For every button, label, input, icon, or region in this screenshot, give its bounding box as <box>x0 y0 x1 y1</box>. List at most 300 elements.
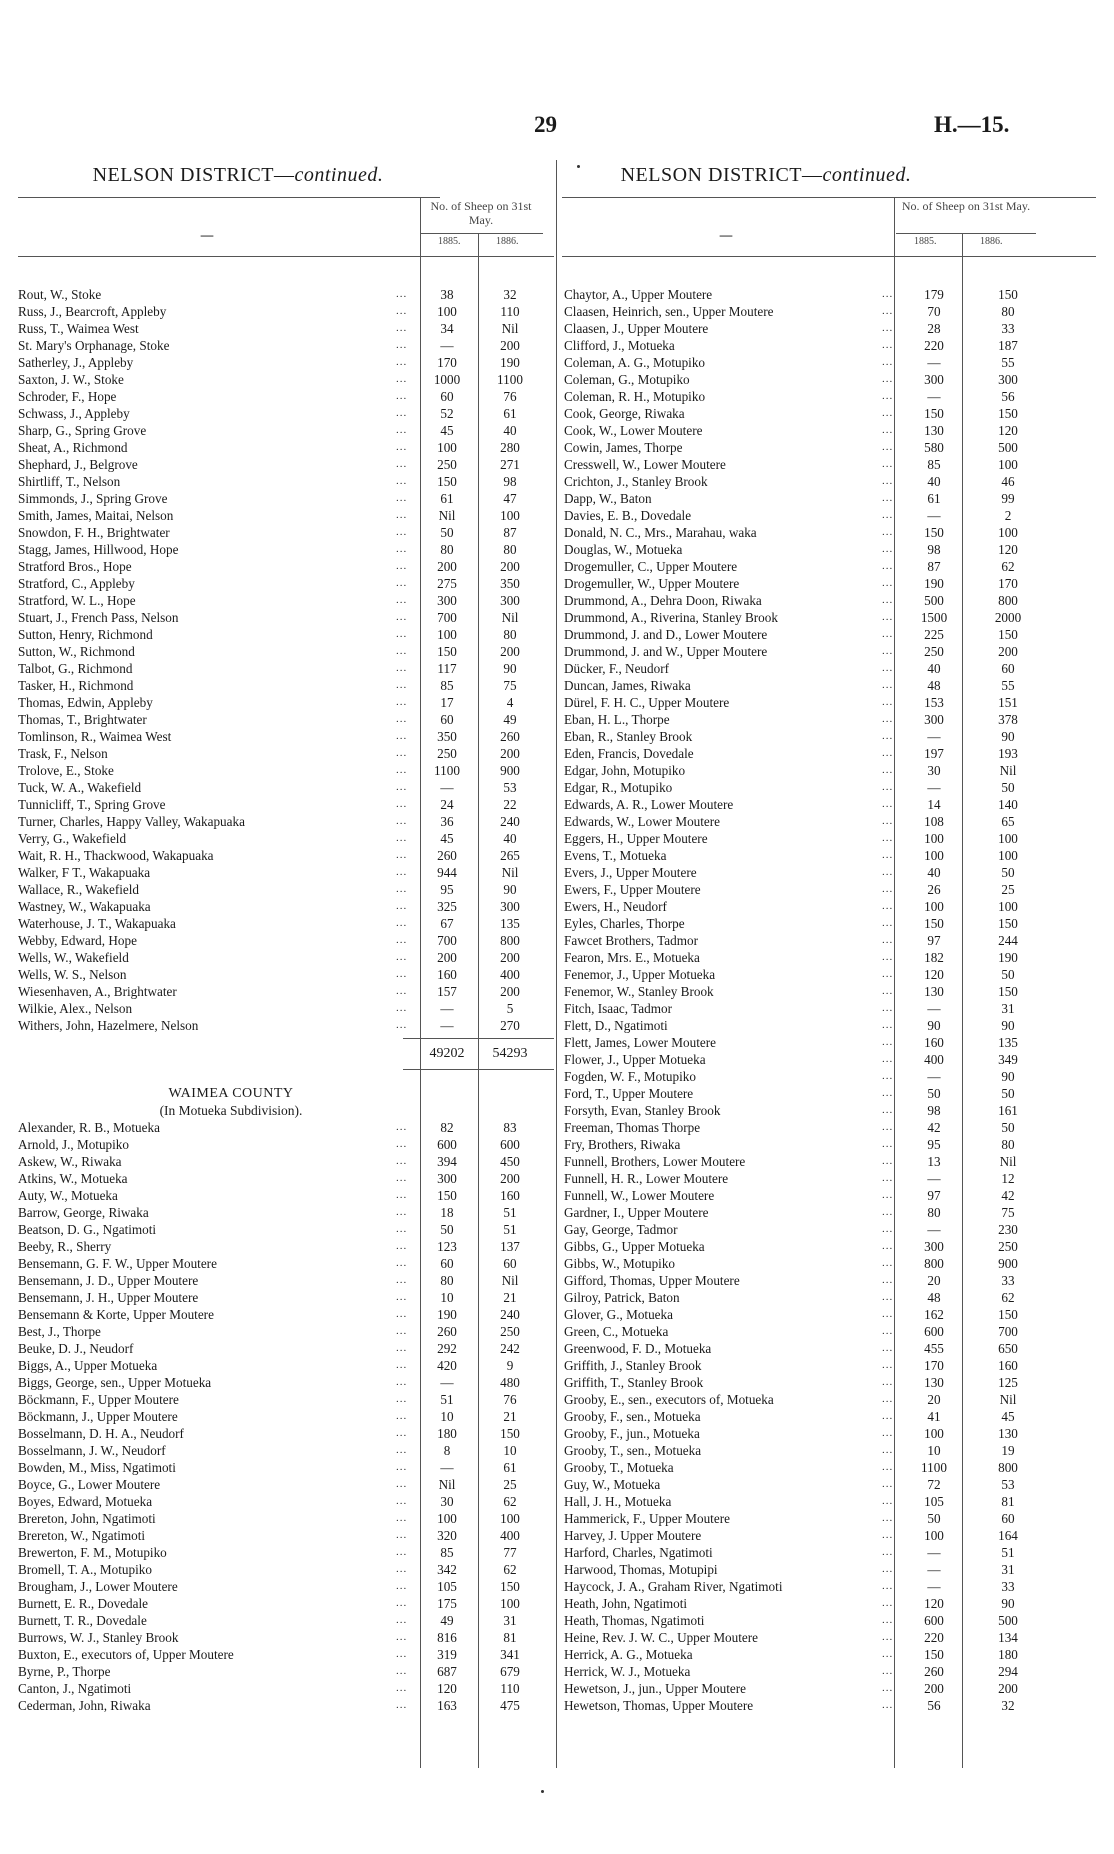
leader-dots: ... <box>882 1376 894 1388</box>
table-row <box>18 1697 554 1714</box>
leader-dots: ... <box>396 1359 408 1371</box>
sheep-count-1885: 300 <box>924 1239 944 1254</box>
sheep-count-1885: 100 <box>924 848 944 863</box>
leader-dots: ... <box>396 1172 408 1184</box>
right-title-continued: continued. <box>822 164 912 186</box>
table-row <box>564 1442 1096 1459</box>
owner-name: Harford, Charles, Ngatimoti <box>564 1545 713 1560</box>
sheep-count-1885: 292 <box>437 1341 457 1356</box>
sheep-count-1885: 67 <box>440 916 454 931</box>
leader-dots: ... <box>882 730 894 742</box>
sheep-count-1886: Nil <box>501 321 519 336</box>
owner-name: Alexander, R. B., Motueka <box>18 1120 160 1135</box>
sheep-count-1885: 60 <box>440 1256 454 1271</box>
leader-dots: ... <box>882 1019 894 1031</box>
right-table-body <box>564 286 1096 1714</box>
sheep-count-1886: 87 <box>503 525 517 540</box>
owner-name: Canton, J., Ngatimoti <box>18 1681 132 1696</box>
leader-dots: ... <box>882 441 894 453</box>
sheep-count-1886: 137 <box>500 1239 520 1254</box>
sheep-count-1885: Nil <box>438 1477 456 1492</box>
sheep-count-1886: 450 <box>500 1154 520 1169</box>
table-row <box>18 388 554 405</box>
sheep-count-1885: 56 <box>927 1698 941 1713</box>
sheep-count-1885: 1500 <box>920 610 948 625</box>
sheep-count-1885: 150 <box>924 916 944 931</box>
sheep-count-1885: 150 <box>437 644 457 659</box>
owner-name: Gifford, Thomas, Upper Moutere <box>564 1273 740 1288</box>
sheep-count-1886: 51 <box>1001 1545 1015 1560</box>
owner-name: Tomlinson, R., Waimea West <box>18 729 172 744</box>
sheep-count-1885: 108 <box>924 814 944 829</box>
sheep-count-1886: 240 <box>500 814 520 829</box>
sheep-count-1885: 61 <box>440 491 454 506</box>
leader-dots: ... <box>882 747 894 759</box>
sheep-count-1885: 100 <box>437 627 457 642</box>
owner-name: Russ, T., Waimea West <box>18 321 139 336</box>
table-row <box>564 1561 1096 1578</box>
leader-dots: ... <box>396 713 408 725</box>
sheep-count-1886: 76 <box>503 1392 517 1407</box>
sheep-count-1885: 170 <box>924 1358 944 1373</box>
table-row <box>564 762 1096 779</box>
sheep-count-1886: 80 <box>503 542 517 557</box>
owner-name: Greenwood, F. D., Motueka <box>564 1341 712 1356</box>
sheep-count-1885: — <box>927 508 941 523</box>
sheep-count-1886: 180 <box>998 1647 1018 1662</box>
sheep-count-1886: 150 <box>998 287 1018 302</box>
leader-dots: ... <box>882 1614 894 1626</box>
table-row <box>564 1017 1096 1034</box>
sheep-count-1885: 28 <box>927 321 941 336</box>
owner-name: Drummond, J. and W., Upper Moutere <box>564 644 768 659</box>
table-row <box>564 898 1096 915</box>
owner-name: Shephard, J., Belgrove <box>18 457 138 472</box>
table-row <box>564 1493 1096 1510</box>
sheep-count-1885: 600 <box>924 1613 944 1628</box>
sheep-count-1886: 378 <box>998 712 1018 727</box>
leader-dots: ... <box>396 645 408 657</box>
table-row <box>564 1629 1096 1646</box>
owner-name: Evens, T., Motueka <box>564 848 667 863</box>
sheep-count-1886: 81 <box>1001 1494 1015 1509</box>
leader-dots: ... <box>396 1682 408 1694</box>
owner-name: Herrick, W. J., Motueka <box>564 1664 691 1679</box>
leader-dots: ... <box>882 1121 894 1133</box>
leader-dots: ... <box>882 288 894 300</box>
sheep-count-1886: Nil <box>999 763 1017 778</box>
owner-name: Gibbs, W., Motupiko <box>564 1256 676 1271</box>
table-row <box>564 745 1096 762</box>
table-row <box>18 1238 554 1255</box>
owner-name: Atkins, W., Motueka <box>18 1171 128 1186</box>
owner-name: Best, J., Thorpe <box>18 1324 101 1339</box>
leader-dots: ... <box>396 1699 408 1711</box>
owner-name: Heath, Thomas, Ngatimoti <box>564 1613 705 1628</box>
owner-name: Stuart, J., French Pass, Nelson <box>18 610 179 625</box>
sheep-count-1885: 40 <box>927 865 941 880</box>
leader-dots: ... <box>882 849 894 861</box>
table-row <box>18 881 554 898</box>
section-spacer <box>18 1070 554 1085</box>
sheep-count-1886: 100 <box>500 508 520 523</box>
owner-name: Tunnicliff, T., Spring Grove <box>18 797 166 812</box>
leader-dots: ... <box>882 1291 894 1303</box>
right-year-1886: 1886. <box>980 236 1003 247</box>
owner-name: Trolove, E., Stoke <box>18 763 114 778</box>
leader-dots: ... <box>396 390 408 402</box>
left-header-rule-mid <box>421 233 543 234</box>
table-row <box>18 1017 554 1034</box>
leader-dots: ... <box>882 1495 894 1507</box>
leader-dots: ... <box>882 1359 894 1371</box>
owner-name: Turner, Charles, Happy Valley, Wakapuaka <box>18 814 245 829</box>
leader-dots: ... <box>396 611 408 623</box>
sheep-count-1886: 200 <box>500 338 520 353</box>
owner-name: Brougham, J., Lower Moutere <box>18 1579 178 1594</box>
owner-name: Böckmann, F., Upper Moutere <box>18 1392 179 1407</box>
leader-dots: ... <box>396 1002 408 1014</box>
owner-name: Rout, W., Stoke <box>18 287 102 302</box>
left-table-body <box>18 286 554 1714</box>
sheep-count-1886: 50 <box>1001 1086 1015 1101</box>
table-row <box>564 847 1096 864</box>
table-row <box>564 1510 1096 1527</box>
sheep-count-1885: 580 <box>924 440 944 455</box>
sheep-count-1885: Nil <box>438 508 456 523</box>
sheep-count-1885: 150 <box>924 525 944 540</box>
leader-dots: ... <box>882 1138 894 1150</box>
leader-dots: ... <box>882 322 894 334</box>
table-row <box>18 915 554 932</box>
leader-dots: ... <box>396 1529 408 1541</box>
sheep-count-1885: 50 <box>927 1086 941 1101</box>
sheep-count-1886: 135 <box>998 1035 1018 1050</box>
owner-name: Saxton, J. W., Stoke <box>18 372 124 387</box>
sheep-count-1886: 5 <box>506 1001 514 1016</box>
sheep-count-1886: 53 <box>1001 1477 1015 1492</box>
sheep-count-1886: 62 <box>1001 559 1015 574</box>
owner-name: Grooby, F., jun., Motueka <box>564 1426 700 1441</box>
leader-dots: ... <box>396 1308 408 1320</box>
leader-dots: ... <box>396 1240 408 1252</box>
owner-name: Smith, James, Maitai, Nelson <box>18 508 174 523</box>
table-row <box>18 507 554 524</box>
leader-dots: ... <box>882 696 894 708</box>
owner-name: Bensemann, J. H., Upper Moutere <box>18 1290 199 1305</box>
sheep-count-1885: 100 <box>924 899 944 914</box>
table-row <box>564 337 1096 354</box>
table-row <box>564 1289 1096 1306</box>
sheep-count-1885: 97 <box>927 1188 941 1203</box>
sheep-count-1885: 150 <box>924 406 944 421</box>
table-row <box>18 626 554 643</box>
table-row <box>564 371 1096 388</box>
table-row <box>564 1085 1096 1102</box>
sheep-count-1886: 25 <box>503 1477 517 1492</box>
owner-name: Claasen, Heinrich, sen., Upper Moutere <box>564 304 774 319</box>
sheep-count-1886: 31 <box>503 1613 517 1628</box>
leader-dots: ... <box>396 356 408 368</box>
table-row <box>18 337 554 354</box>
sheep-count-1886: 200 <box>998 1681 1018 1696</box>
leader-dots: ... <box>396 1206 408 1218</box>
owner-name: Hewetson, Thomas, Upper Moutere <box>564 1698 754 1713</box>
owner-name: Wiesenhaven, A., Brightwater <box>18 984 177 999</box>
sheep-count-1885: 800 <box>924 1256 944 1271</box>
sheep-count-1886: 53 <box>503 780 517 795</box>
owner-name: Snowdon, F. H., Brightwater <box>18 525 170 540</box>
leader-dots: ... <box>882 1087 894 1099</box>
sheep-count-1885: — <box>440 1001 454 1016</box>
table-row <box>18 932 554 949</box>
owner-name: Dücker, F., Neudorf <box>564 661 669 676</box>
sheep-count-1885: 350 <box>437 729 457 744</box>
sheep-count-1886: 150 <box>500 1579 520 1594</box>
table-row <box>564 1204 1096 1221</box>
table-row <box>564 626 1096 643</box>
owner-name: Beuke, D. J., Neudorf <box>18 1341 134 1356</box>
table-row <box>18 1323 554 1340</box>
owner-name: Freeman, Thomas Thorpe <box>564 1120 701 1135</box>
sheep-count-1886: 60 <box>1001 1511 1015 1526</box>
owner-name: Wait, R. H., Thackwood, Wakapuaka <box>18 848 214 863</box>
sheep-count-1886: 270 <box>500 1018 520 1033</box>
sheep-count-1886: 679 <box>500 1664 520 1679</box>
owner-name: Harwood, Thomas, Motupipi <box>564 1562 718 1577</box>
table-row <box>564 728 1096 745</box>
owner-name: Waterhouse, J. T., Wakapuaka <box>18 916 176 931</box>
table-row <box>564 1340 1096 1357</box>
sheep-count-1885: 41 <box>927 1409 941 1424</box>
table-row <box>18 609 554 626</box>
table-row <box>564 507 1096 524</box>
owner-name: Beatson, D. G., Ngatimoti <box>18 1222 157 1237</box>
leader-dots: ... <box>396 492 408 504</box>
table-row <box>18 1187 554 1204</box>
owner-name: Drummond, A., Dehra Doon, Riwaka <box>564 593 762 608</box>
owner-name: Sutton, Henry, Richmond <box>18 627 153 642</box>
table-row <box>18 1340 554 1357</box>
sheep-count-1885: 220 <box>924 1630 944 1645</box>
table-row <box>18 1680 554 1697</box>
table-row <box>18 473 554 490</box>
sheep-count-1885: 30 <box>440 1494 454 1509</box>
owner-name: Verry, G., Wakefield <box>18 831 127 846</box>
owner-name: Fenemor, J., Upper Motueka <box>564 967 716 982</box>
sheep-count-1885: 180 <box>437 1426 457 1441</box>
sheep-count-1886: 125 <box>998 1375 1018 1390</box>
leader-dots: ... <box>396 730 408 742</box>
sheep-count-1886: 110 <box>500 304 520 319</box>
sheep-count-1885: 80 <box>440 1273 454 1288</box>
leader-dots: ... <box>882 1427 894 1439</box>
owner-name: Fenemor, W., Stanley Brook <box>564 984 714 999</box>
owner-name: Bosselmann, D. H. A., Neudorf <box>18 1426 184 1441</box>
leader-dots: ... <box>396 1444 408 1456</box>
owner-name: Simmonds, J., Spring Grove <box>18 491 168 506</box>
table-row <box>564 881 1096 898</box>
sheep-count-1886: 25 <box>1001 882 1015 897</box>
leader-dots: ... <box>882 628 894 640</box>
table-row <box>18 303 554 320</box>
leader-dots: ... <box>882 883 894 895</box>
owner-name: Shirtliff, T., Nelson <box>18 474 121 489</box>
sheep-count-1886: 31 <box>1001 1001 1015 1016</box>
leader-dots: ... <box>396 662 408 674</box>
sheep-count-1886: 164 <box>998 1528 1018 1543</box>
table-row <box>564 1136 1096 1153</box>
owner-name: Buxton, E., executors of, Upper Moutere <box>18 1647 234 1662</box>
sheep-count-1886: 200 <box>500 984 520 999</box>
leader-dots: ... <box>396 1393 408 1405</box>
owner-name: Gay, George, Tadmor <box>564 1222 678 1237</box>
owner-name: Burnett, E. R., Dovedale <box>18 1596 149 1611</box>
owner-name: Fogden, W. F., Motupiko <box>564 1069 696 1084</box>
table-row <box>18 711 554 728</box>
sheep-count-1885: 182 <box>924 950 944 965</box>
table-row <box>18 1000 554 1017</box>
owner-name: Hammerick, F., Upper Moutere <box>564 1511 730 1526</box>
sheep-count-1885: 250 <box>437 746 457 761</box>
sheep-count-1886: 62 <box>1001 1290 1015 1305</box>
sheep-count-1886: 240 <box>500 1307 520 1322</box>
section-subtitle: (In Motueka Subdivision). <box>159 1103 303 1118</box>
table-row <box>18 796 554 813</box>
leader-dots: ... <box>396 781 408 793</box>
sheep-count-1885: — <box>927 1171 941 1186</box>
table-row <box>564 575 1096 592</box>
leader-dots: ... <box>882 985 894 997</box>
owner-name: Fearon, Mrs. E., Motueka <box>564 950 700 965</box>
sheep-count-1885: — <box>927 1579 941 1594</box>
sheep-count-1886: 110 <box>500 1681 520 1696</box>
sheep-count-1885: 197 <box>924 746 944 761</box>
leader-dots: ... <box>882 594 894 606</box>
leader-dots: ... <box>882 1036 894 1048</box>
table-row <box>564 541 1096 558</box>
table-row <box>18 1646 554 1663</box>
sheep-count-1885: 120 <box>924 967 944 982</box>
owner-name: Bromell, T. A., Motupiko <box>18 1562 152 1577</box>
table-row <box>564 643 1096 660</box>
sheep-count-1886: 100 <box>998 831 1018 846</box>
sheep-count-1886: 120 <box>998 423 1018 438</box>
sheep-count-1885: 100 <box>437 304 457 319</box>
sheep-count-1885: 120 <box>924 1596 944 1611</box>
owner-name: Eyles, Charles, Thorpe <box>564 916 685 931</box>
owner-name: Drummond, J. and D., Lower Moutere <box>564 627 768 642</box>
sheep-count-1886: 90 <box>503 882 517 897</box>
leader-dots: ... <box>396 373 408 385</box>
table-row <box>18 1153 554 1170</box>
sheep-count-1886: 341 <box>500 1647 520 1662</box>
leader-dots: ... <box>882 866 894 878</box>
table-row <box>18 1221 554 1238</box>
leader-dots: ... <box>882 1308 894 1320</box>
table-row <box>18 1289 554 1306</box>
leader-dots: ... <box>882 356 894 368</box>
owner-name: Heine, Rev. J. W. C., Upper Moutere <box>564 1630 758 1645</box>
leader-dots: ... <box>882 475 894 487</box>
right-header-rule-top <box>562 197 1096 198</box>
owner-name: Walker, F T., Wakapuaka <box>18 865 151 880</box>
owner-name: Wells, W., Wakefield <box>18 950 129 965</box>
table-row <box>564 932 1096 949</box>
sheep-count-1885: 70 <box>927 304 941 319</box>
leader-dots: ... <box>882 645 894 657</box>
sheep-count-1886: 2000 <box>994 610 1022 625</box>
sheep-count-1886: 150 <box>998 916 1018 931</box>
sheep-count-1885: 30 <box>927 763 941 778</box>
sheep-count-1885: 420 <box>437 1358 457 1373</box>
leader-dots: ... <box>396 594 408 606</box>
leader-dots: ... <box>882 1665 894 1677</box>
leader-dots: ... <box>396 798 408 810</box>
table-row <box>564 966 1096 983</box>
leader-dots: ... <box>396 441 408 453</box>
owner-name: Griffith, J., Stanley Brook <box>564 1358 702 1373</box>
leader-dots: ... <box>396 1257 408 1269</box>
sheep-count-1885: 14 <box>927 797 941 812</box>
owner-name: Green, C., Motueka <box>564 1324 669 1339</box>
sheep-count-1886: 480 <box>500 1375 520 1390</box>
leader-dots: ... <box>882 1070 894 1082</box>
left-title-continued: continued. <box>294 164 384 186</box>
leader-dots: ... <box>882 764 894 776</box>
leader-dots: ... <box>396 1325 408 1337</box>
sheep-count-1885: 700 <box>437 933 457 948</box>
owner-name: Eban, R., Stanley Brook <box>564 729 693 744</box>
left-district-title <box>18 164 458 187</box>
sheep-count-1886: 300 <box>500 593 520 608</box>
leader-dots: ... <box>882 1393 894 1405</box>
table-row <box>18 1442 554 1459</box>
table-row <box>18 1595 554 1612</box>
owner-name: Stratford Bros., Hope <box>18 559 132 574</box>
table-row <box>564 1527 1096 1544</box>
owner-name: Dapp, W., Baton <box>564 491 652 506</box>
table-row <box>564 1680 1096 1697</box>
sheep-count-1886: 31 <box>1001 1562 1015 1577</box>
leader-dots: ... <box>396 288 408 300</box>
sheep-count-1885: 400 <box>924 1052 944 1067</box>
leader-dots: ... <box>396 543 408 555</box>
leader-dots: ... <box>396 1155 408 1167</box>
sheep-count-1885: 160 <box>924 1035 944 1050</box>
leader-dots: ... <box>882 1240 894 1252</box>
owner-name: Sharp, G., Spring Grove <box>18 423 147 438</box>
leader-dots: ... <box>882 1461 894 1473</box>
sheep-count-1886: 21 <box>503 1409 517 1424</box>
sheep-count-1886: 81 <box>503 1630 517 1645</box>
owner-name: Wastney, W., Wakapuaka <box>18 899 151 914</box>
table-row <box>18 1629 554 1646</box>
owner-name: Wallace, R., Wakefield <box>18 882 140 897</box>
leader-dots: ... <box>396 815 408 827</box>
sheep-count-1885: 200 <box>437 559 457 574</box>
sheep-count-1885: 260 <box>924 1664 944 1679</box>
leader-dots: ... <box>396 339 408 351</box>
table-row <box>18 813 554 830</box>
sheep-count-1885: 40 <box>927 661 941 676</box>
sheep-count-1886: 76 <box>503 389 517 404</box>
owner-name: Grooby, E., sen., executors of, Motueka <box>564 1392 774 1407</box>
sheep-count-1885: 150 <box>437 1188 457 1203</box>
sheep-count-1886: 32 <box>503 287 517 302</box>
table-row <box>18 898 554 915</box>
owner-name: Tuck, W. A., Wakefield <box>18 780 142 795</box>
